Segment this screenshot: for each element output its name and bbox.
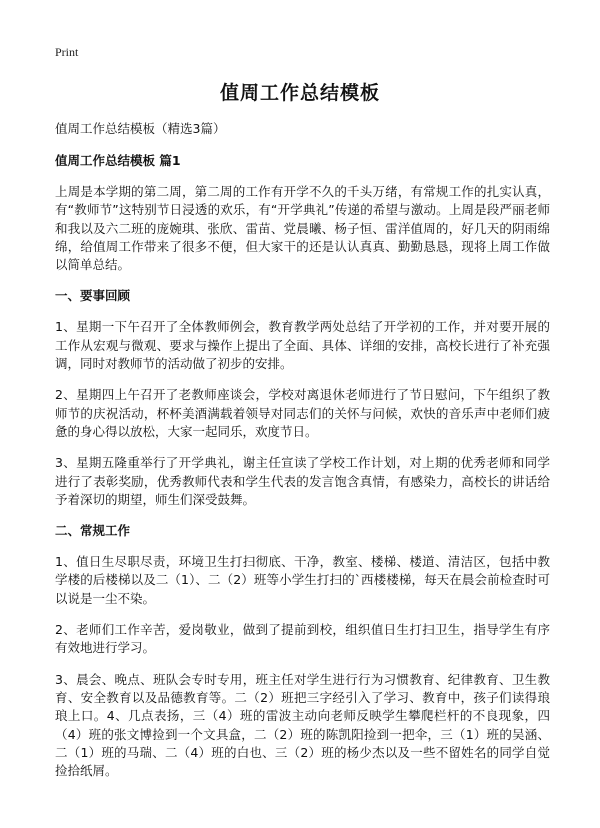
document-body — [55, 120, 550, 793]
intro-paragraph: 上周是本学期的第二周，第二周的工作有开学不久的千头万绪，有常规工作的扎实认真，有“教师节”这特别节日浸透的欢乐，有“开学典礼”传递的希望与激动。上周是段严丽老师和我以及六二班的庞婉琪、张欣、雷苗、党晨曦、杨子恒、雷洋值周的，好几天的阴雨绵绵，给值周工作带来了很多不便，但大家干的还是认认真真、勤勤恳恳，现将上周工作做以简单总结。 — [55, 184, 550, 273]
routine-paragraph-2: 2、老师们工作辛苦，爱岗敬业，做到了提前到校，组织值日生打扫卫生，指导学生有序有效地进行学习。 — [55, 622, 550, 656]
routine-paragraph-1: 1、值日生尽职尽责，环境卫生打扫彻底、干净，教室、楼梯、楼道、清洁区，包括中教学楼的后楼梯以及二（1）、二（2）班等小学生打扫的`西楼楼梯，每天在晨会前检查时可以说是一尘不染。 — [55, 554, 550, 606]
document-title: 值周工作总结模板 — [219, 82, 380, 104]
routine-paragraph-3: 3、晨会、晚点、班队会专时专用，班主任对学生进行行为习惯教育、纪律教育、卫生教育、安全教育以及品德教育等。二（2）班把三字经引入了学习、教育中，孩子们读得琅琅上口。4、几点表扬，三（4）班的雷波主动向老师反映学生攀爬栏杆的不良现象，四（4）班的张文博捡到一个文具盒，二（2）班的陈凯阳捡到一把伞，三（1）班的吴涵、二（1）班的马瑞、二（4）班的白也、三（2）班的杨少杰以及一些不留姓名的同学自觉捡拾纸屑。 — [55, 671, 550, 779]
review-paragraph-3: 3、星期五隆重举行了开学典礼，谢主任宣读了学校工作计划，对上期的优秀老师和同学进行了表彰奖励，优秀教师代表和学生代表的发言饱含真情，有感染力，高校长的讲话给予着深切的期望，师生们深受鼓舞。 — [55, 455, 550, 507]
section-title: 值周工作总结模板 篇1 — [55, 153, 181, 168]
review-paragraph-2: 2、星期四上午召开了老教师座谈会，学校对离退休老师进行了节日慰问，下午组织了教师节的庆祝活动，杯杯美酒满载着领导对同志们的关怀与问候，欢快的音乐声中老师们疲惫的身心得以放松，大家一起同乐，欢度节日。 — [55, 387, 550, 439]
heading-review: 一、要事回顾 — [55, 288, 131, 304]
review-paragraph-1: 1、星期一下午召开了全体教师例会，教育教学两处总结了开学初的工作，并对要开展的工作从宏观与微观、要求与操作上提出了全面、具体、详细的安排，高校长进行了补充强调，同时对教师节的活动做了初步的安排。 — [55, 319, 550, 372]
print-label[interactable]: Print — [55, 45, 79, 59]
document-subtitle: 值周工作总结模板（精选3篇） — [55, 121, 226, 136]
heading-routine: 二、常规工作 — [55, 523, 131, 539]
